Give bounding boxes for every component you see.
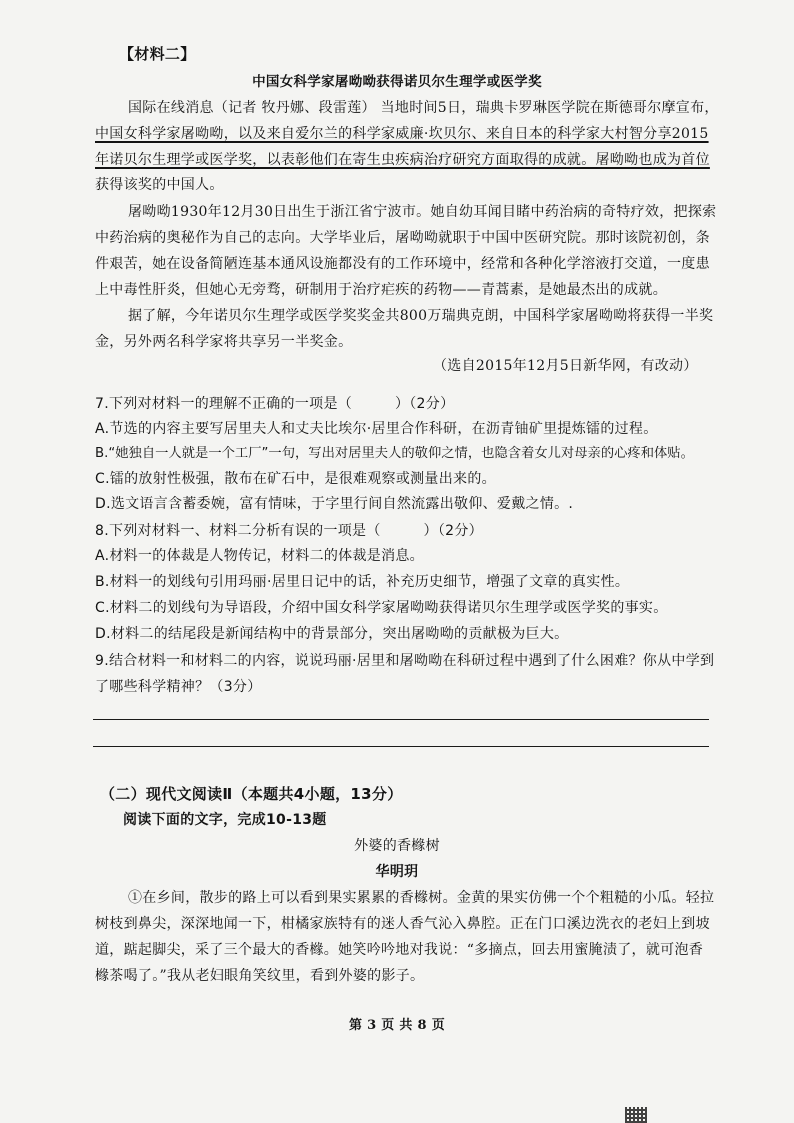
qr-code-icon: [625, 1107, 647, 1123]
q9-stem-line: 9.结合材料一和材料二的内容，说说玛丽·居里和屠呦呦在科研过程中遇到了什么困难？你从中学到: [95, 653, 715, 669]
material2-heading: 【材料二】: [119, 45, 196, 63]
q7-stem: 7.下列对材料一的理解不正确的一项是（ ）（2分）: [95, 396, 455, 412]
article-p1-line: 道，踮起脚尖，采了三个最大的香橼。她笑吟吟地对我说：“多摘点，回去用蜜腌渍了，就可泡香: [95, 942, 704, 958]
material2-p1-line: 年诺贝尔生理学或医学奖，以表彰他们在寄生虫疾病治疗研究方面取得的成就。屠呦呦也成为首位: [95, 152, 710, 168]
q8-option-c: C.材料二的划线句为导语段，介绍中国女科学家屠呦呦获得诺贝尔生理学或医学奖的事实。: [95, 600, 668, 616]
material2-p2-line: 屠呦呦1930年12月30日出生于浙江省宁波市。她自幼耳闻目睹中药治病的奇特疗效，把探索: [128, 204, 717, 220]
q8-stem: 8.下列对材料一、材料二分析有误的一项是（ ）（2分）: [95, 523, 483, 539]
material2-p3-line: 金，另外两名科学家将共享另一半奖金。: [95, 334, 353, 350]
q7-option-a: A.节选的内容主要写居里夫人和丈夫比埃尔·居里合作科研，在沥青铀矿里提炼镭的过程。: [95, 421, 658, 437]
q9-stem-line: 了哪些科学精神？（3分）: [95, 679, 262, 695]
article-p1-line: 树枝到鼻尖，深深地闻一下，柑橘家族特有的迷人香气沁入鼻腔。正在门口溪边洗衣的老妇上到坡: [95, 916, 710, 932]
q7-option-b: B.“她独自一人就是一个工厂”一句，写出对居里夫人的敬仰之情，也隐含着女儿对母亲的心疼和体贴。: [95, 446, 694, 461]
material2-p2-line: 中药治病的奥秘作为自己的志向。大学毕业后，屠呦呦就职于中国中医研究院。那时该院初创，条: [95, 230, 710, 246]
material2-p2-line: 上中毒性肝炎，但她心无旁骛，研制用于治疗疟疾的药物——青蒿素，是她最杰出的成就。: [95, 282, 667, 298]
material2-p1-line: 国际在线消息（记者 牧丹娜、段雷莲） 当地时间5日，瑞典卡罗琳医学院在斯德哥尔摩宣布，: [128, 100, 719, 116]
material2-source: （选自2015年12月5日新华网，有改动）: [433, 358, 698, 374]
q7-option-d: D.选文语言含蓄委婉，富有情味，于字里行间自然流露出敬仰、爱戴之情。.: [95, 496, 574, 512]
article-p1-line: ①在乡间，散步的路上可以看到果实累累的香橼树。金黄的果实仿佛一个个粗糙的小瓜。轻拉: [128, 890, 715, 906]
q8-option-d: D.材料二的结尾段是新闻结构中的背景部分，突出屠呦呦的贡献极为巨大。: [95, 626, 569, 642]
section2-instruction: 阅读下面的文字，完成10-13题: [123, 812, 327, 828]
q8-option-b: B.材料一的划线句引用玛丽·居里日记中的话，补充历史细节，增强了文章的真实性。: [95, 574, 630, 590]
material2-p1-line: 获得该奖的中国人。: [95, 177, 224, 193]
article-p1-line: 橼茶喝了。”我从老妇眼角笑纹里，看到外婆的影子。: [95, 968, 425, 984]
q8-option-a: A.材料一的体裁是人物传记，材料二的体裁是消息。: [95, 548, 424, 564]
material2-title: 中国女科学家屠呦呦获得诺贝尔生理学或医学奖: [252, 74, 542, 90]
material2-p1-line: 中国女科学家屠呦呦，以及来自爱尔兰的科学家威廉·坎贝尔、来自日本的科学家大村智分享2015: [95, 126, 709, 142]
material2-p2-line: 件艰苦，她在设备简陋连基本通风设施都没有的工作环境中，经常和各种化学溶液打交道，一度患: [95, 256, 710, 272]
page-number: 第 3 页 共 8 页: [348, 1018, 446, 1033]
answer-line: [93, 746, 709, 747]
article-title: 外婆的香橼树: [354, 838, 440, 854]
answer-line: [93, 719, 709, 720]
material2-p3-line: 据了解，今年诺贝尔生理学或医学奖奖金共800万瑞典克朗，中国科学家屠呦呦将获得一半奖: [128, 308, 714, 324]
section2-heading: （二）现代文阅读Ⅱ（本题共4小题，13分）: [100, 785, 403, 803]
article-author: 华明玥: [375, 864, 419, 880]
q7-option-c: C.镭的放射性极强，散布在矿石中，是很难观察或测量出来的。: [95, 471, 496, 487]
